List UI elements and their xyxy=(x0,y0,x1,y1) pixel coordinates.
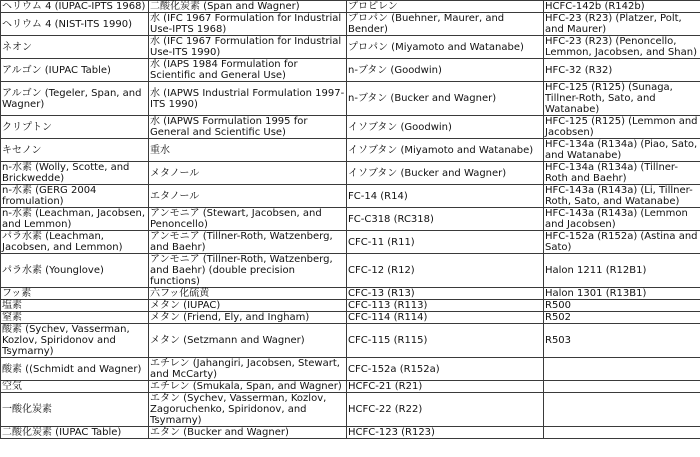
table-row xyxy=(1,381,700,393)
table-cell: CFC-113 (R113) xyxy=(347,300,544,312)
table-row xyxy=(1,427,700,439)
table-cell: 一酸化炭素 xyxy=(1,393,149,427)
table-cell: HFC-143a (R143a) (Li, Tillner-Roth, Sato, and Watanabe) xyxy=(544,185,700,208)
table-cell: HFC-32 (R32) xyxy=(544,59,700,82)
table-cell: 水 (IFC 1967 Formulation for Industrial Use-IPTS 1968) xyxy=(149,13,347,36)
table-cell: ネオン xyxy=(1,36,149,59)
table-cell: アンモニア (Stewart, Jacobsen, and Penoncello) xyxy=(149,208,347,231)
table-cell: n-ブタン (Bucker and Wagner) xyxy=(347,82,544,116)
table-row xyxy=(1,36,700,59)
table-cell: FC-14 (R14) xyxy=(347,185,544,208)
table-cell: 重水 xyxy=(149,139,347,162)
table-cell: メタノール xyxy=(149,162,347,185)
table-cell: エタノール xyxy=(149,185,347,208)
table-cell: Halon 1211 (R12B1) xyxy=(544,254,700,288)
table-cell: HFC-23 (R23) (Penoncello, Lemmon, Jacobsen, and Shan) xyxy=(544,36,700,59)
table-cell: R502 xyxy=(544,312,700,324)
table-cell: イソブタン (Bucker and Wagner) xyxy=(347,162,544,185)
table-cell: パラ水素 (Younglove) xyxy=(1,254,149,288)
table-row xyxy=(1,300,700,312)
table-row xyxy=(1,116,700,139)
table-cell: CFC-115 (R115) xyxy=(347,324,544,358)
table-cell: アルゴン (Tegeler, Span, and Wagner) xyxy=(1,82,149,116)
table-cell: 窒素 xyxy=(1,312,149,324)
table-cell: n-水素 (Wolly, Scotte, and Brickwedde) xyxy=(1,162,149,185)
table-cell: フッ素 xyxy=(1,288,149,300)
table-cell: HCFC-21 (R21) xyxy=(347,381,544,393)
table-row xyxy=(1,185,700,208)
table-cell: Halon 1301 (R13B1) xyxy=(544,288,700,300)
table-cell: HFC-125 (R125) (Lemmon and Jacobsen) xyxy=(544,116,700,139)
table-row xyxy=(1,139,700,162)
table-row xyxy=(1,208,700,231)
table-cell: HCFC-22 (R22) xyxy=(347,393,544,427)
table-cell: CFC-114 (R114) xyxy=(347,312,544,324)
table-cell: HFC-23 (R23) (Platzer, Polt, and Maurer) xyxy=(544,13,700,36)
table-cell: CFC-13 (R13) xyxy=(347,288,544,300)
table-row xyxy=(1,254,700,288)
table-row xyxy=(1,358,700,381)
table-cell: プロパン (Miyamoto and Watanabe) xyxy=(347,36,544,59)
table-cell: 水 (IAPWS Formulation 1995 for General and Scientific Use) xyxy=(149,116,347,139)
table-cell: メタン (Setzmann and Wagner) xyxy=(149,324,347,358)
table-cell: 二酸化炭素 (Span and Wagner) xyxy=(149,1,347,13)
table-row xyxy=(1,288,700,300)
table-cell: 水 (IFC 1967 Formulation for Industrial Use-ITS 1990) xyxy=(149,36,347,59)
table-cell: 空気 xyxy=(1,381,149,393)
table-cell: プロパン (Buehner, Maurer, and Bender) xyxy=(347,13,544,36)
table-cell xyxy=(544,393,700,427)
table-cell xyxy=(544,358,700,381)
table-cell: 二酸化炭素 (IUPAC Table) xyxy=(1,427,149,439)
table-cell: CFC-11 (R11) xyxy=(347,231,544,254)
table-row xyxy=(1,82,700,116)
table-cell: HFC-134a (R134a) (Piao, Sato, and Watanabe) xyxy=(544,139,700,162)
table-cell: エタン (Bucker and Wagner) xyxy=(149,427,347,439)
table-row xyxy=(1,59,700,82)
table-cell: n-水素 (Leachman, Jacobsen, and Lemmon) xyxy=(1,208,149,231)
table-cell: エチレン (Smukala, Span, and Wagner) xyxy=(149,381,347,393)
table-cell: クリプトン xyxy=(1,116,149,139)
table-cell: R503 xyxy=(544,324,700,358)
table-cell: イソブタン (Goodwin) xyxy=(347,116,544,139)
table-row xyxy=(1,312,700,324)
table-cell: メタン (IUPAC) xyxy=(149,300,347,312)
substance-table-body xyxy=(1,1,700,439)
table-cell: 六フッ化硫黄 xyxy=(149,288,347,300)
table-cell: キセノン xyxy=(1,139,149,162)
table-row xyxy=(1,393,700,427)
table-cell: HCFC-123 (R123) xyxy=(347,427,544,439)
table-cell: CFC-152a (R152a) xyxy=(347,358,544,381)
table-cell: ヘリウム 4 (NIST-ITS 1990) xyxy=(1,13,149,36)
table-cell: FC-C318 (RC318) xyxy=(347,208,544,231)
table-cell xyxy=(544,381,700,393)
table-cell: HFC-134a (R134a) (Tillner-Roth and Baehr) xyxy=(544,162,700,185)
table-cell: エタン (Sychev, Vasserman, Kozlov, Zagoruchenko, Spiridonov, and Tsymarny) xyxy=(149,393,347,427)
table-cell: HFC-152a (R152a) (Astina and Sato) xyxy=(544,231,700,254)
table-cell: 水 (IAPS 1984 Formulation for Scientific and General Use) xyxy=(149,59,347,82)
table-cell: 塩素 xyxy=(1,300,149,312)
table-cell: パラ水素 (Leachman, Jacobsen, and Lemmon) xyxy=(1,231,149,254)
table-cell: n-水素 (GERG 2004 fromulation) xyxy=(1,185,149,208)
table-cell: プロピレン xyxy=(347,1,544,13)
table-cell: R500 xyxy=(544,300,700,312)
table-cell: HFC-125 (R125) (Sunaga, Tillner-Roth, Sato, and Watanabe) xyxy=(544,82,700,116)
table-row xyxy=(1,13,700,36)
table-row xyxy=(1,324,700,358)
table-cell: HCFC-142b (R142b) xyxy=(544,1,700,13)
table-cell: イソブタン (Miyamoto and Watanabe) xyxy=(347,139,544,162)
table-cell: 酸素 (Sychev, Vasserman, Kozlov, Spiridonov and Tsymarny) xyxy=(1,324,149,358)
table-cell: ヘリウム 4 (IUPAC-IPTS 1968) xyxy=(1,1,149,13)
table-row xyxy=(1,1,700,13)
table-cell: CFC-12 (R12) xyxy=(347,254,544,288)
table-cell: n-ブタン (Goodwin) xyxy=(347,59,544,82)
table-cell: アンモニア (Tillner-Roth, Watzenberg, and Baehr) xyxy=(149,231,347,254)
table-cell: エチレン (Jahangiri, Jacobsen, Stewart, and McCarty) xyxy=(149,358,347,381)
table-row xyxy=(1,231,700,254)
table-cell xyxy=(544,427,700,439)
table-cell: メタン (Friend, Ely, and Ingham) xyxy=(149,312,347,324)
table-cell: 水 (IAPWS Industrial Formulation 1997-ITS 1990) xyxy=(149,82,347,116)
table-cell: アンモニア (Tillner-Roth, Watzenberg, and Baehr) (double precision functions) xyxy=(149,254,347,288)
table-row xyxy=(1,162,700,185)
table-cell: アルゴン (IUPAC Table) xyxy=(1,59,149,82)
table-cell: HFC-143a (R143a) (Lemmon and Jacobsen) xyxy=(544,208,700,231)
table-cell: 酸素 ((Schmidt and Wagner) xyxy=(1,358,149,381)
